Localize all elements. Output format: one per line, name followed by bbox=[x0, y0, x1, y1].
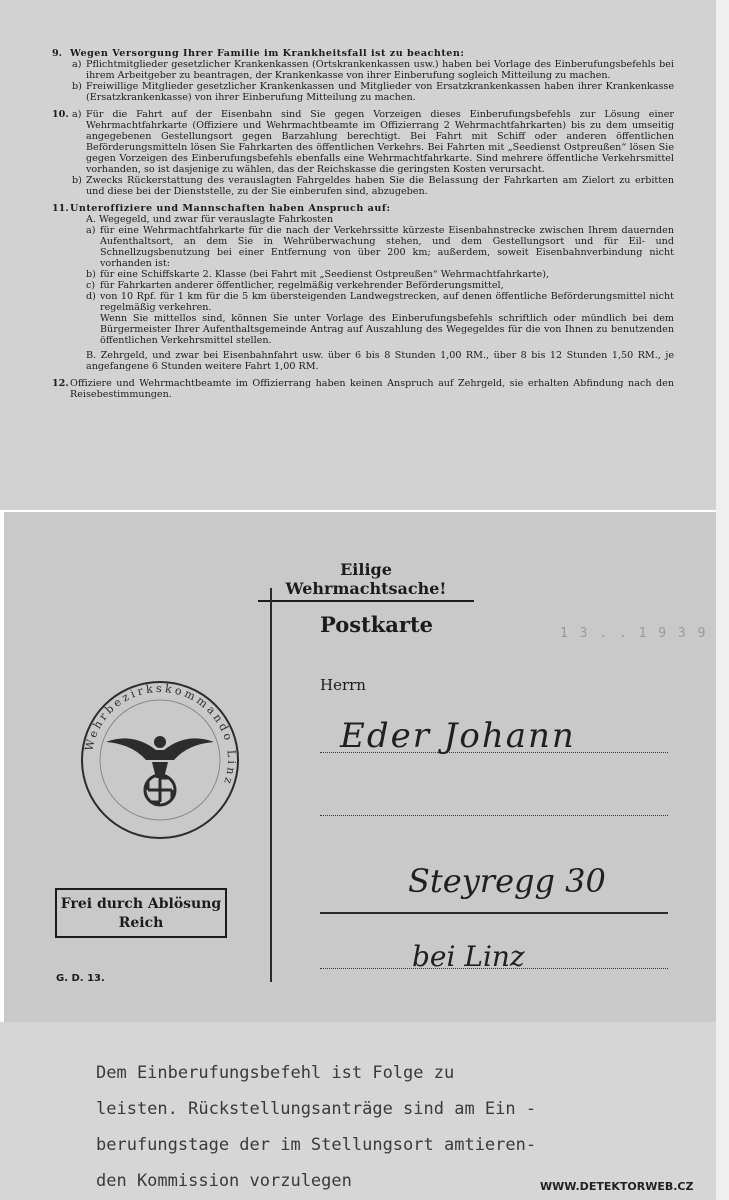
address-line bbox=[320, 815, 668, 816]
faint-date-stamp: 1 3 . . 1 9 3 9 bbox=[560, 626, 708, 641]
section-number: 10. bbox=[52, 109, 69, 120]
postage-free-line: Frei durch Ablösung bbox=[60, 896, 222, 912]
typed-note bbox=[96, 1055, 706, 1199]
form-code: G. D. 13. bbox=[56, 973, 105, 984]
section-paragraph: Wenn Sie mittellos sind, können Sie unter Vorlage des Einberufungsbefehls schriftlich oder mündlich bei dem Bürgermeister Ihrer Aufenthaltsgemeinde Antrag auf Auszahlung des Wegegeldes für die von Ihnen zu benutzenden öffentlichen Verkehrsmittel stellen. bbox=[100, 313, 674, 346]
section-paragraph: Offiziere und Wehrmachtbeamte im Offizierrang haben keinen Anspruch auf Zehrgeld, sie erhalten Abfindung nach den Reisebestimmungen. bbox=[70, 378, 674, 400]
section-heading: Wegen Versorgung Ihrer Familie im Krankheitsfall ist zu beachten: bbox=[70, 48, 465, 59]
section-12 bbox=[52, 378, 674, 400]
section-10 bbox=[52, 109, 674, 197]
section-subheading: A. Wegegeld, und zwar für verauslagte Fahrkosten bbox=[86, 214, 333, 225]
instructions-text bbox=[52, 48, 674, 406]
eagle-seal-stamp bbox=[78, 678, 242, 842]
section-11 bbox=[52, 203, 674, 372]
section-9 bbox=[52, 48, 674, 103]
salutation: Herrn bbox=[320, 676, 366, 694]
urgent-banner: Eilige Wehrmachtsache! bbox=[258, 560, 474, 602]
section-item: b) Zwecks Rückerstattung des verauslagten Fahrgeldes haben Sie die Belassung der Fahrkarten am Zielort zu erbitten und diese bei der Dienststelle, zu der Sie einberufen sind, abzugeben. bbox=[72, 175, 674, 197]
section-item: b) für eine Schiffskarte 2. Klasse (bei Fahrt mit „Seedienst Ostpreußen“ Wehrmachtfahrkarte), bbox=[86, 269, 549, 280]
address-line bbox=[320, 912, 668, 914]
section-item: a) für eine Wehrmachtfahrkarte für die nach der Verkehrssitte kürzeste Eisenbahnstrecke zwischen Ihrem dauernden Aufenthaltsort, an dem Sie in Wehrüberwachung stehen, und dem Gestellungsort und für Eil- und Schnellzugsbenutzung bei einer Entfernung von über 200 km; außerdem, soweit Eisenbahnverbindung nicht vorhanden ist: bbox=[86, 225, 674, 269]
section-item: d) von 10 Rpf. für 1 km für die 5 km übersteigenden Landwegstrecken, auf denen öffentliche Beförderungsmittel nicht regelmäßig verkehren. bbox=[86, 291, 674, 313]
section-heading: Unteroffiziere und Mannschaften haben Anspruch auf: bbox=[70, 203, 391, 214]
recipient-name-handwritten: Eder Johann bbox=[340, 716, 576, 756]
postcard-title: Postkarte bbox=[320, 612, 434, 637]
section-number: 11. bbox=[52, 203, 69, 214]
section-paragraph: B. Zehrgeld, und zwar bei Eisenbahnfahrt usw. über 6 bis 8 Stunden 1,00 RM., über 8 bis 12 Stunden 1,50 RM., je angefangene 6 Stunden weitere Fahrt 1,00 RM. bbox=[86, 350, 674, 372]
typed-line: berufungstage der im Stellungsort amtieren- bbox=[96, 1135, 537, 1155]
typed-line: den Kommission vorzulegen bbox=[96, 1171, 352, 1191]
postage-free-line: Reich bbox=[118, 915, 164, 931]
section-number: 9. bbox=[52, 48, 63, 59]
postage-free-box bbox=[55, 888, 227, 938]
section-number: 12. bbox=[52, 378, 69, 389]
postcard-divider bbox=[270, 588, 272, 982]
seal-text: Wehrbezirkskommando Linz bbox=[82, 681, 239, 789]
section-item: b) Freiwillige Mitglieder gesetzlicher Krankenkassen und Mitglieder von Ersatzkrankenkassen haben ihrer Krankenkasse (Ersatzkrankenkasse) von ihrer Einberufung Mitteilung zu machen. bbox=[72, 81, 674, 103]
background-edge bbox=[716, 0, 729, 1200]
typed-line: Dem Einberufungsbefehl ist Folge zu bbox=[96, 1063, 455, 1083]
section-item: a) Pflichtmitglieder gesetzlicher Krankenkassen (Ortskrankenkassen usw.) haben bei Vorlage des Einberufungsbefehls bei ihrem Arbeitgeber zu beantragen, der Krankenkasse von ihrer Einberufung sogleich Mitteilung zu machen. bbox=[72, 59, 674, 81]
watermark: WWW.DETEKTORWEB.CZ bbox=[540, 1180, 694, 1193]
town-handwritten: bei Linz bbox=[412, 940, 525, 973]
street-handwritten: Steyregg 30 bbox=[408, 862, 606, 900]
typed-line: leisten. Rückstellungsanträge sind am Ein - bbox=[96, 1099, 537, 1119]
section-item: c) für Fahrkarten anderer öffentlicher, regelmäßig verkehrender Beförderungsmittel, bbox=[86, 280, 504, 291]
section-item: a) Für die Fahrt auf der Eisenbahn sind Sie gegen Vorzeigen dieses Einberufungsbefehls zur Lösung einer Wehrmachtfahrkarte (Offiziere und Wehrmachtbeamte im Offizierrang 2 Wehrmachtfahrkarten) bis zu dem umseitig angegebenen Gestellungsort gegen Barzahlung berechtigt. Bei Fahrt mit Schiff oder anderen öffentlichen Beförderungsmitteln lösen Sie Fahrkarten des öffentlichen Verkehrs. Bei Fahrten mit „Seedienst Ostpreußen“ lösen Sie gegen Vorzeigen des Einberufungsbefehls ebenfalls eine Wehrmachtfahrkarte. Sind mehrere öffentliche Verkehrsmittel vorhanden, so ist dasjenige zu wählen, das der Reichskasse die geringsten Kosten verursacht. bbox=[72, 109, 674, 175]
